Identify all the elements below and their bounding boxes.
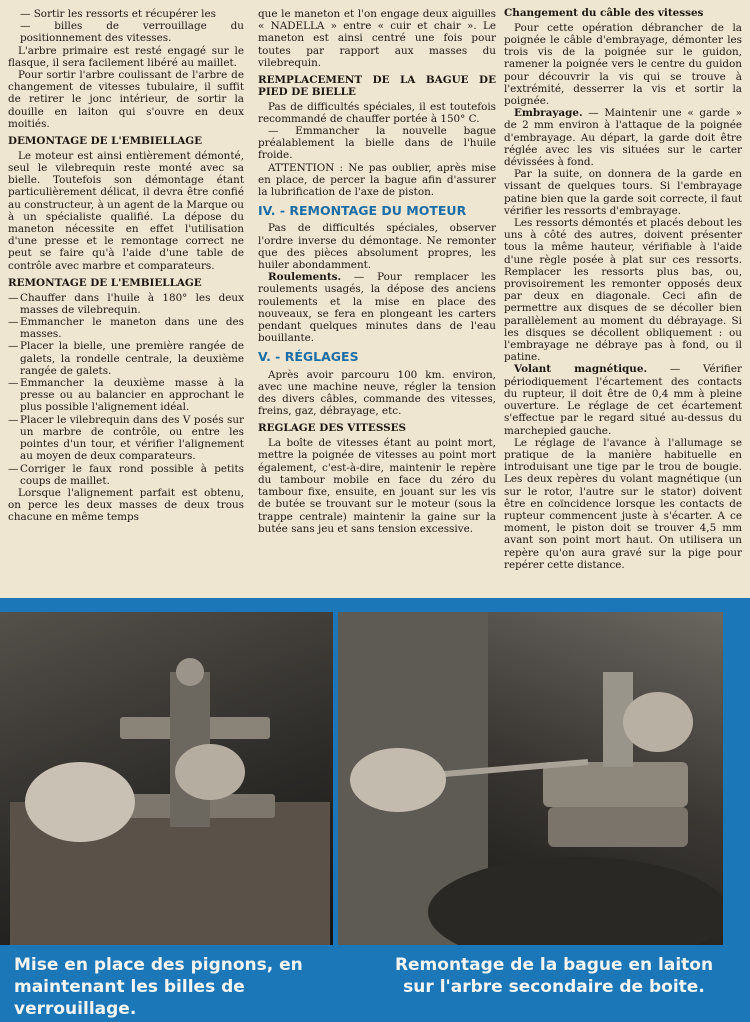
- caption-right: Remontage de la bague en laiton sur l'arbre secondaire de boite.: [394, 955, 714, 997]
- paragraph: Pas de difficultés spéciales, observer l'ordre inverse du démontage. Ne remonter que des pièces absolument propres, les huiler abondamment.: [258, 222, 496, 272]
- list-item: — Corriger le faux rond possible à petits coups de maillet.: [8, 462, 244, 487]
- section-heading: REMONTAGE DE L'EMBIELLAGE: [8, 276, 202, 289]
- paragraph: — Emmancher la nouvelle bague préalablement la bielle dans de l'huile froide.: [258, 125, 496, 162]
- paragraph: Après avoir parcouru 100 km. environ, avec une machine neuve, régler la tension des divers câbles, commande des vitesses, freins, gaz, débrayage, etc.: [258, 368, 496, 418]
- section-heading: Changement du câble des vitesses: [504, 7, 704, 19]
- section-heading: DEMONTAGE DE L'EMBIELLAGE: [8, 135, 203, 148]
- paragraph: — Sortir les ressorts et récupérer les: [20, 8, 216, 20]
- photo-band: [0, 598, 750, 1022]
- paragraph: L'arbre primaire est resté engagé sur le flasque, il sera facilement libéré au maillet.: [8, 44, 244, 69]
- chapter-heading: V. - RÉGLAGES: [258, 349, 359, 365]
- paragraph: Embrayage. — Maintenir une « garde » de 2 mm environ à l'attaque de la poignée d'embrayage. Au départ, la garde doit être réglée avec les vis situées sur le carter dévissées à fond.: [504, 107, 742, 169]
- paragraph: Le réglage de l'avance à l'allumage se pratique de la manière habituelle en introduisant une tige par le trou de bougie. Les deux repères du volant magnétique (un sur le rotor, l'autre sur le stator) doivent être en coïncidence lorsque les contacts de rupteur commencent juste à s'écarter. A ce moment, le piston doit se trouver 4,5 mm avant son point mort haut. On utilisera un repère qu'on aura gravé sur la pige pour repérer cette distance.: [504, 436, 742, 571]
- text-column-3: [504, 8, 742, 571]
- gear-assembly-illustration: [0, 612, 333, 945]
- paragraph: Pas de difficultés spéciales, il est toutefois recommandé de chauffer portée à 150° C.: [258, 100, 496, 125]
- bushing-assembly-illustration: [338, 612, 723, 945]
- section-heading: REGLAGE DES VITESSES: [258, 422, 407, 435]
- list-item: — Chauffer dans l'huile à 180° les deux masses de vilebrequin.: [8, 291, 244, 316]
- paragraph: Les ressorts démontés et placés debout les uns à côté des autres, doivent présenter tous la même hauteur, vérifiable à l'aide d'une règle posée à plat sur ces ressorts. Remplacer les ressorts plus bas, ou, provisoirement les remonter opposés deux par deux en diagonale. Ceci afin de permettre aux disques de se décoller bien parallèlement au moment du débrayage. Si les disques se décollent obliquement : ou l'embrayage ne débraye pas à fond, ou il patine.: [504, 217, 742, 364]
- paragraph: La boîte de vitesses étant au point mort, mettre la poignée de vitesses au point mort également, c'est-à-dire, maintenir le repère du tambour mobile en face du zéro du tambour fixe, ensuite, en jouant sur les vis de butée se trouvant sur le moteur (sous la trappe centrale) maintenir la gaine sur la butée sans jeu et sans tension excessive.: [258, 437, 496, 535]
- chapter-heading: IV. - REMONTAGE DU MOTEUR: [258, 203, 467, 219]
- paragraph: Par la suite, on donnera de la garde en vissant de quelques tours. Si l'embrayage patine bien que la garde soit correcte, il faut vérifier les ressorts d'embrayage.: [504, 168, 742, 217]
- paragraph: Lorsque l'alignement parfait est obtenu, on perce les deux masses de deux trous chacune en même temps: [8, 486, 244, 524]
- list-item: — Placer la bielle, une première rangée de galets, la rondelle centrale, la deuxième rangée de galets.: [8, 340, 244, 377]
- paragraph: ATTENTION : Ne pas oublier, après mise en place, de percer la bague afin d'assurer la lubrification de l'axe de piston.: [258, 161, 496, 199]
- photo-brass-bushing: [338, 612, 723, 945]
- paragraph: Volant magnétique. — Vérifier périodiquement l'écartement des contacts du rupteur, il doit être de 0,4 mm à pleine ouverture. Le réglage de cet écartement s'effectue par le regard situé au-dessus du marchepied gauche.: [504, 363, 742, 437]
- text-column-2: [258, 8, 496, 535]
- section-heading: REMPLACEMENT DE LA BAGUE DE PIED DE BIELLE: [258, 74, 496, 98]
- paragraph: Pour sortir l'arbre coulissant de l'arbre de changement de vitesses tubulaire, il suffit de retirer le jonc intérieur, de sortir la douille en laiton qui s'ouvre en deux moitiés.: [8, 69, 244, 130]
- paragraph: Pour cette opération débrancher de la poignée le câble d'embrayage, démonter les trois vis de la poignée sur le guidon, ramener la poignée vers le centre du guidon pour découvrir la vis qui se trouve à l'extrémité, desserrer la vis et sortir la poignée.: [504, 21, 742, 108]
- text-column-1: [8, 8, 244, 524]
- paragraph: — billes de verrouillage du positionnement des vitesses.: [20, 20, 244, 45]
- list-item: — Placer le vilebrequin dans des V posés sur un marbre de contrôle, ou entre les pointes d'un tour, et vérifier l'alignement au moyen de deux comparateurs.: [8, 413, 244, 463]
- paragraph: Le moteur est ainsi entièrement démonté, seul le vilebrequin reste monté avec sa bielle. Toutefois son démontage étant particulièrement délicat, il devra être confié au constructeur, à un agent de la Marque ou à un spécialiste qualifié. La dépose du maneton nécessite en effet l'utilisation d'une presse et le remontage correct ne peut se faire qu'à l'aide d'une table de contrôle avec marbre et comparateurs.: [8, 149, 244, 272]
- photo-gear-assembly: [0, 612, 333, 945]
- paragraph: que le maneton et l'on engage deux aiguilles « NADELLA » entre « cuir et chair ». Le maneton est ainsi centré une fois pour toutes par rapport aux masses du vilebrequin.: [258, 8, 496, 69]
- list-item: — Emmancher la deuxième masse à la presse ou au balancier en approchant le plus possible l'alignement idéal.: [8, 377, 244, 414]
- list-item: — Emmancher le maneton dans une des masses.: [8, 316, 244, 341]
- caption-left: Mise en place des pignons, en maintenant les billes de verrouillage.: [14, 955, 303, 1019]
- paragraph: Roulements. — Pour remplacer les roulements usagés, la dépose des anciens roulements et la mise en place des nouveaux, se fera en plongeant les carters pendant quelques minutes dans de l'eau bouillante.: [258, 271, 496, 345]
